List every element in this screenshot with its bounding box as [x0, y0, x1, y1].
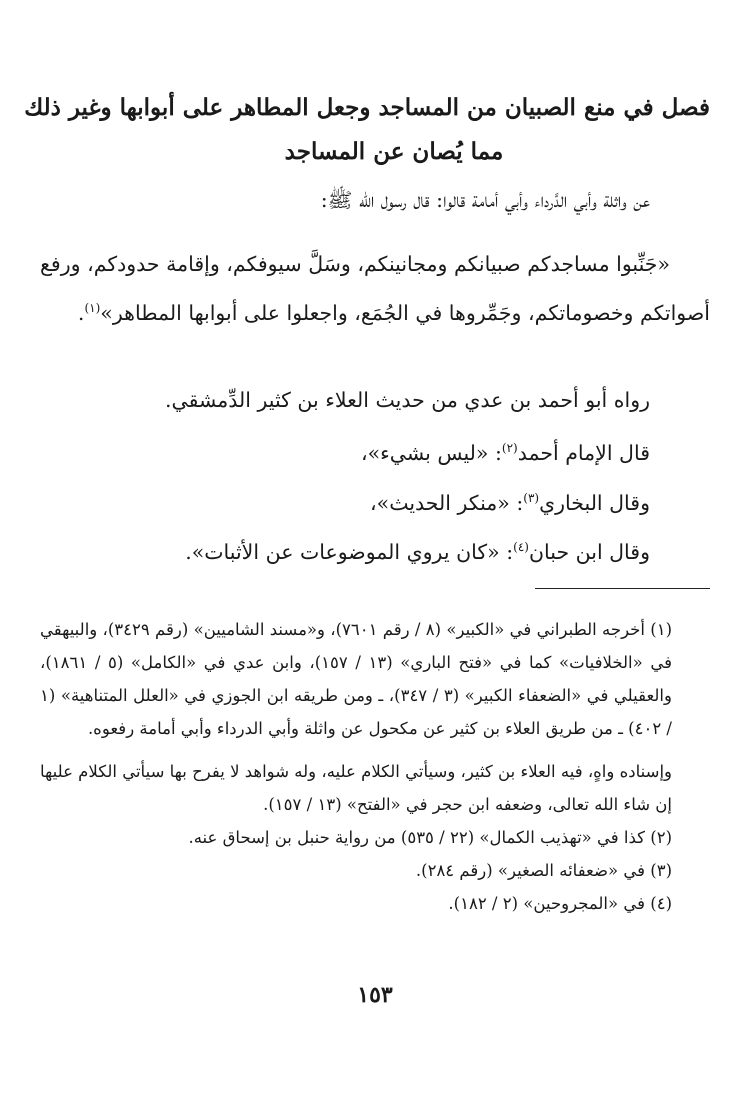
footnote-ref-2: (٢)	[501, 441, 518, 456]
footnote-ref-3: (٣)	[523, 491, 540, 506]
ahmad-opinion	[361, 441, 650, 465]
ibn-hibban-opinion	[185, 540, 650, 564]
footnote-4: (٤) في «المجروحين» (٢ / ١٨٢).	[448, 894, 672, 913]
hadith-quote: «جَنِّبوا مساجدكم صبيانكم ومجانينكم، وسَلَّ سيوفكم، وإقامة حدودكم، ورفع أصواتكم وخصوماتكم، وجَمِّروها في الجُمَع، واجعلوا على أبوابها المطاهر»$^{(١)}$.	[40, 252, 710, 325]
footnote-divider	[535, 588, 710, 589]
bukhari-label: وقال البخاري	[539, 491, 650, 515]
footnote-1: (١) أخرجه الطبراني في «الكبير» (٨ / رقم ٧٦٠١)، و«مسند الشاميين» (رقم ٣٤٢٩)، والبيهقي في «الخلافيات» كما في «فتح الباري» (١٣ / ١٥٧)، وابن عدي في «الكامل» (٥ / ١٨٦١)، والعقيلي في «الضعفاء الكبير» (٣ / ٣٤٧)، ـ ومن طريقه ابن الجوزي في «العلل المتناهية» (١ / ٤٠٢) ـ من طريق العلاء بن كثير عن مكحول عن واثلة وأبي الدرداء وأبي أمامة رفعوه.	[40, 620, 672, 738]
bukhari-opinion	[370, 491, 650, 515]
section-heading	[24, 86, 710, 174]
narration-line: رواه أبو أحمد بن عدي من حديث العلاء بن كثير الدِّمشقي.	[165, 388, 650, 412]
footnote-1-continued: وإسناده واهٍ، فيه العلاء بن كثير، وسيأتي الكلام عليه، وله شواهد لا يفرح بها سيأتي الكلام عليها إن شاء الله تعالى، وضعفه ابن حجر في «الفتح» (١٣ / ١٥٧).	[40, 762, 672, 814]
ahmad-quote: : «ليس بشيء»،	[360, 441, 502, 465]
heading-line-1: فصل في منع الصبيان من المساجد وجعل المطاهر على أبوابها وغير ذلك	[24, 94, 710, 121]
footnote-3: (٣) في «ضعفائه الصغير» (رقم ٢٨٤).	[415, 861, 672, 880]
hadith-quote-text: «جَنِّبوا مساجدكم صبيانكم ومجانينكم، وسَلَّ سيوفكم، وإقامة حدودكم، ورفع أصواتكم وخصوماتكم، وجَمِّروها في الجُمَع، واجعلوا على أبوابها المطاهر»	[40, 252, 710, 325]
ibn-hibban-label: وقال ابن حبان	[528, 540, 650, 564]
footnote-ref-4: (٤)	[513, 540, 529, 555]
heading-line-2: مما يُصان عن المساجد	[284, 138, 504, 165]
ahmad-label: قال الإمام أحمد	[517, 441, 650, 465]
footnotes	[40, 613, 710, 920]
page-number: ١٥٣	[357, 982, 393, 1008]
hadith-intro: عن واثلة وأبي الدَّرداء وأبي أمامة قالوا: قال رسول الله ﷺ:	[320, 188, 650, 212]
footnote-ref-1: (١)	[84, 301, 101, 315]
ibn-hibban-quote: : «كان يروي الموضوعات عن الأثبات».	[185, 540, 514, 564]
bukhari-quote: : «منكر الحديث»،	[370, 491, 524, 515]
footnote-2: (٢) كذا في «تهذيب الكمال» (٢٢ / ٥٣٥) من رواية حنبل بن إسحاق عنه.	[188, 828, 672, 847]
